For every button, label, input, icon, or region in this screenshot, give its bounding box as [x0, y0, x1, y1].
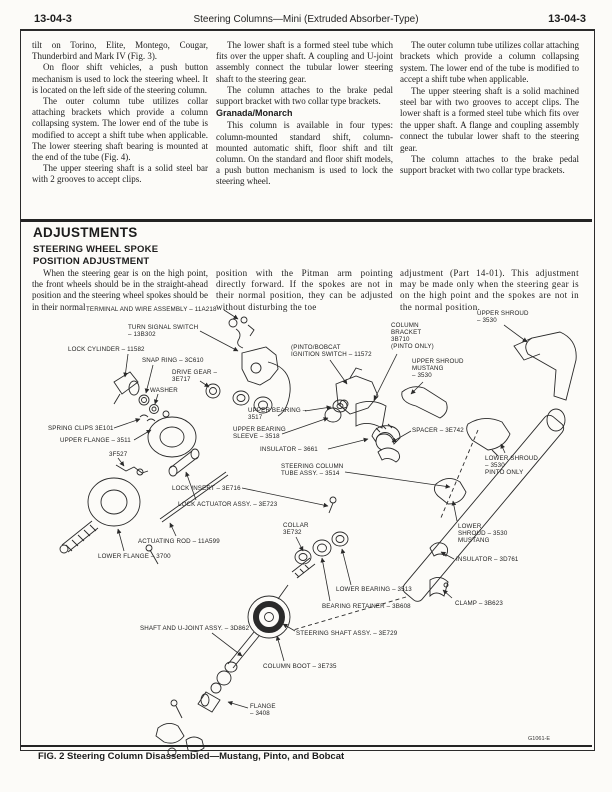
- figure-label-line: – 3530: [485, 462, 505, 469]
- leader-line-lock-insert: [242, 488, 328, 506]
- leader-line-upper-shroud: [504, 325, 527, 342]
- figure-label-line: IGNITION SWITCH – 11572: [291, 351, 372, 358]
- figure-label-line: SNAP RING – 3C610: [142, 357, 204, 364]
- figure-label-line: (PINTO ONLY): [391, 343, 434, 350]
- leader-line-collar: [296, 537, 303, 551]
- paragraph: The column attaches to the brake pedal support bracket with two collar type brackets.: [216, 84, 393, 107]
- leader-line-terminal-wire-assembly: [224, 310, 238, 319]
- figure-label-line: INSULATOR – 3D761: [456, 556, 519, 563]
- page-title: Steering Columns—Mini (Extruded Absorber-Type): [193, 14, 419, 25]
- figure-label-line: UPPER BEARING: [233, 426, 286, 433]
- figure-bottom-rule: [21, 745, 592, 747]
- figure-label-line: UPPER BEARING –: [248, 407, 307, 414]
- figure-label-line: MUSTANG: [412, 365, 444, 372]
- figure-label-line: LOCK INSERT – 3E716: [172, 485, 241, 492]
- leader-line-flange: [228, 702, 248, 708]
- figure-label-line: SPRING CLIPS 3E101: [48, 425, 114, 432]
- figure-label-line: COLUMN BOOT – 3E735: [263, 663, 337, 670]
- figure-label-line: ACTUATING ROD – 11A599: [138, 538, 220, 545]
- figure-label-line: WASHER: [150, 387, 178, 394]
- leader-line-lower-shroud-mustang: [453, 501, 457, 521]
- leader-line-steering-shaft-assy: [283, 624, 295, 631]
- figure-label-line: SHAFT AND U-JOINT ASSY. – 3D862: [140, 625, 250, 632]
- section-subhead-granada-monarch: Granada/Monarch: [216, 108, 293, 119]
- figure-label-line: LOWER: [458, 523, 482, 530]
- paragraph: On floor shift vehicles, a push button mechanism is used to lock the steering wheel. It is located on the left side of the steering column.: [32, 62, 208, 95]
- leader-line-lower-bearing: [342, 549, 351, 585]
- paragraph: The column attaches to the brake pedal support bracket with two collar type brackets.: [400, 154, 579, 176]
- leader-line-lock-actuator-assy: [186, 472, 196, 500]
- leader-line-upper-shroud-mustang: [411, 382, 423, 394]
- figure-label-line: – 3530: [412, 372, 432, 379]
- adjustments-subheading-line2: POSITION ADJUSTMENT: [33, 256, 150, 267]
- figure-label-line: LOWER SHROUD: [485, 455, 539, 462]
- figure-label-line: INSULATOR – 3661: [260, 446, 318, 453]
- leader-line-part-3f527: [118, 458, 124, 466]
- leader-line-steering-column-tube: [345, 472, 450, 487]
- figure-label-line: UPPER SHROUD: [412, 358, 464, 365]
- figure-label-line: LOWER FLANGE – 3700: [98, 553, 171, 560]
- figure-label-line: UPPER FLANGE – 3511: [60, 437, 131, 444]
- figure-label-line: COLUMN: [391, 322, 419, 329]
- paragraph: tilt on Torino, Elite, Montego, Cougar, Thunderbird and Mark IV (Fig. 3).: [32, 40, 208, 62]
- figure-label-line: SPACER – 3E742: [412, 427, 464, 434]
- leader-line-snap-ring: [146, 365, 153, 393]
- leader-line-spring-clips: [114, 419, 140, 428]
- leader-line-drive-gear: [200, 381, 209, 387]
- leader-line-insulator-3661: [328, 439, 368, 449]
- figure-caption: FIG. 2 Steering Column Disassembled—Mustang, Pinto, and Bobcat: [38, 751, 345, 762]
- figure-label-line: DRIVE GEAR –: [172, 369, 218, 376]
- figure-code: G1061-E: [528, 736, 551, 742]
- leader-line-shaft-ujoint-assy: [212, 633, 242, 656]
- leader-line-column-bracket: [374, 354, 397, 400]
- figure-label-line: – 13B302: [128, 331, 156, 338]
- figure-label-line: COLLAR: [283, 522, 309, 529]
- figure-label-line: STEERING COLUMN: [281, 463, 344, 470]
- figure-label-line: 3517: [248, 414, 263, 421]
- leader-line-upper-bearing-sleeve: [282, 418, 328, 434]
- figure-label-line: 3B710: [391, 336, 410, 343]
- figure-label-line: – 3530: [477, 317, 497, 324]
- figure-label-line: SLEEVE – 3518: [233, 433, 280, 440]
- leader-line-lower-shroud-pinto: [501, 444, 505, 453]
- leader-line-washer: [155, 394, 158, 404]
- paragraph: When the steering gear is on the high point, the front wheels should be in the straight-ahead position and the steering wheel spokes should be in their normal: [32, 268, 208, 312]
- paragraph: adjustment (Part 14-01). This adjustment may be made only when the steering gear is on the high point and the spokes are not in the normal position.: [400, 268, 579, 312]
- adjustments-heading: ADJUSTMENTS: [33, 225, 138, 240]
- page-number-right: 13-04-3: [548, 13, 586, 25]
- paragraph: The outer column tube utilizes collar attaching brackets which provide a column collapsing system. The lower end of the tube is modified to accept a shift tube when applicable. The lower steering shaft bearing is mounted at the end of the tube (Fig. 4).: [32, 96, 208, 163]
- figure-label-line: 3E732: [283, 529, 302, 536]
- figure-label-line: BEARING RETAINER – 3B608: [322, 603, 411, 610]
- leader-line-lower-flange: [118, 529, 124, 551]
- paragraph: The outer column tube utilizes collar attaching brackets which provide a column collapsing system. The lower end of the tube is modified to accept a shift tube when applicable.: [400, 40, 579, 85]
- figure-label-line: STEERING SHAFT ASSY. – 3E729: [296, 630, 398, 637]
- figure-label-line: 3E717: [172, 376, 191, 383]
- figure-label-line: BRACKET: [391, 329, 422, 336]
- leader-line-ignition-switch: [330, 360, 347, 384]
- figure-label-line: PINTO ONLY: [485, 469, 524, 476]
- leader-line-spacer: [392, 431, 411, 442]
- leader-line-turn-signal-switch: [200, 331, 238, 351]
- page-number-left: 13-04-3: [34, 13, 72, 25]
- leader-line-column-boot: [277, 636, 284, 661]
- figure-label-line: TERMINAL AND WIRE ASSEMBLY – 11A218: [86, 306, 217, 313]
- paragraph: The upper steering shaft is a solid machined steel bar with two grooves to accept clips. The lower shaft is a formed steel tube which fits over the upper shaft. A flange and coupling assembly connect the tubular lower shaft to the steering gear.: [400, 85, 579, 153]
- figure-label-line: MUSTANG: [458, 537, 490, 544]
- figure-label-line: UPPER SHROUD: [477, 310, 529, 317]
- figure-label-line: LOCK ACTUATOR ASSY. – 3E723: [178, 501, 278, 508]
- figure-label-line: FLANGE: [250, 703, 276, 710]
- paragraph: This column is available in four types: column-mounted standard shift, column-mounted automatic shift, floor shift and tilt column. On the standard and floor shift models, a push button mechanism is used to lock the steering wheel.: [216, 120, 393, 187]
- figure-label-line: (PINTO/BOBCAT: [291, 344, 341, 351]
- figure-label-line: LOCK CYLINDER – 11582: [68, 346, 145, 353]
- figure-label-line: CLAMP – 3B623: [455, 600, 503, 607]
- figure-label-line: 3F527: [109, 451, 128, 458]
- paragraph: position with the Pitman arm pointing directly forward. If the spokes are not in their normal position, they can be adjusted without disturbing the toe: [216, 268, 393, 312]
- figure-label-line: TUBE ASSY. – 3514: [281, 470, 340, 477]
- figure-label-line: LOWER BEARING – 3513: [336, 586, 412, 593]
- paragraph: The upper steering shaft is a solid steel bar with 2 grooves to accept clips.: [32, 163, 208, 185]
- adjustments-subheading-line1: STEERING WHEEL SPOKE: [33, 244, 159, 255]
- paragraph: The lower shaft is a formed steel tube which fits over the upper shaft. A coupling and U-joint assembly connect the tubular lower steering shaft to the steering gear.: [216, 40, 393, 84]
- figure-label-line: TURN SIGNAL SWITCH: [128, 324, 199, 331]
- leader-line-actuating-rod: [170, 523, 176, 536]
- figure-label-line: SHROUD – 3530: [458, 530, 508, 537]
- figure-label-line: – 3408: [250, 710, 270, 717]
- leader-line-bearing-retainer: [322, 558, 330, 601]
